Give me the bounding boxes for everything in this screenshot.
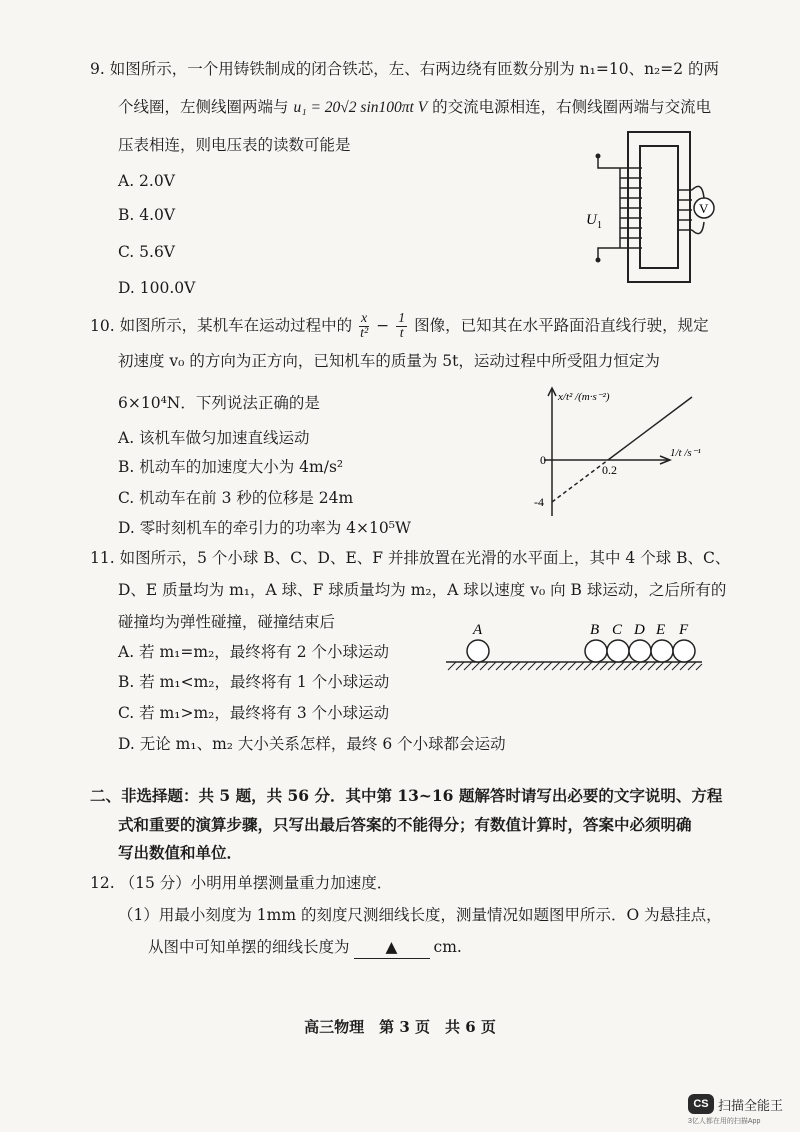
watermark-sub: 3亿人都在用的扫描App (688, 1118, 761, 1125)
terminal-top (596, 154, 601, 159)
q11-text: 如图所示，5 个小球 B、C、D、E、F 并排放置在光滑的水平面上，其中 4 个球 B、C、 (119, 549, 731, 567)
q12-sub2 (148, 936, 462, 959)
cs-badge: CS (688, 1094, 714, 1114)
q10-option-d: D. 零时刻机车的牵引力的功率为 4×10⁵W (118, 519, 411, 537)
q10-line3: 6×10⁴N．下列说法正确的是 (118, 394, 320, 412)
ball-f (673, 640, 695, 662)
watermark-name: 扫描全能王 (718, 1098, 784, 1113)
primary-coil (620, 168, 642, 248)
ball-a (467, 640, 489, 662)
transformer-figure (580, 128, 720, 288)
primary-lead-bottom (598, 248, 620, 260)
q9-line1 (90, 58, 719, 80)
q10-option-a: A. 该机车做匀加速直线运动 (118, 429, 310, 447)
ball-c (607, 640, 629, 662)
q9-line3: 压表相连，则电压表的读数可能是 (118, 136, 351, 154)
q9-line2 (118, 96, 711, 119)
x-axis-label: 1/t /s⁻¹ (670, 447, 701, 459)
ball-label-a: A (473, 622, 483, 638)
ball-label-b: B (590, 622, 600, 638)
q9-text-b: 的交流电源相连，右侧线圈两端与交流电 (427, 98, 712, 116)
q11-option-c: C. 若 m₁>m₂，最终将有 3 个小球运动 (118, 704, 390, 722)
q10-text-b: 图像，已知其在水平路面沿直线行驶，规定 (414, 316, 709, 335)
q11-line2: D、E 质量均为 m₁，A 球、F 球质量均为 m₂，A 球以速度 v₀ 向 B 球运动，之后所有的 (118, 581, 727, 599)
q11-line1 (90, 547, 730, 569)
q10-text-a: 如图所示，某机车在运动过程中的 (119, 316, 353, 335)
origin-label: 0 (540, 453, 546, 467)
q9-text-a: 个线圈，左侧线圈两端与 (118, 98, 294, 116)
q12-unit: cm. (433, 938, 462, 956)
q12-number: 12. (90, 874, 115, 892)
ball-e (651, 640, 673, 662)
q10-line1 (90, 312, 709, 341)
q11-line3: 碰撞均为弹性碰撞，碰撞结束后 (118, 613, 336, 631)
ball-label-d: D (634, 622, 645, 638)
x-tick-label: 0.2 (602, 463, 617, 477)
section2-line1: 二、非选择题：共 5 题，共 56 分．其中第 13~16 题解答时请写出必要的文字说明、方程 (90, 786, 723, 805)
frac2-den: t (399, 326, 404, 341)
q9-option-a: A. 2.0V (118, 172, 175, 190)
q11-option-a: A. 若 m₁=m₂，最终将有 2 个小球运动 (118, 643, 390, 661)
ball-label-e: E (656, 622, 666, 638)
q10-minus: − (376, 316, 390, 335)
q10-option-c: C. 机动车在前 3 秒的位移是 24m (118, 489, 354, 507)
q11-option-b: B. 若 m₁<m₂，最终将有 1 个小球运动 (118, 673, 390, 691)
u1-label: U (586, 212, 597, 228)
primary-lead-top (598, 156, 620, 168)
q10-line2: 初速度 v₀ 的方向为正方向，已知机车的质量为 5t，运动过程中所受阻力恒定为 (118, 352, 660, 370)
q9-option-b: B. 4.0V (118, 206, 176, 224)
ball-label-f: F (679, 622, 689, 638)
camscanner-watermark (688, 1092, 784, 1128)
ground-hatch (448, 662, 702, 670)
frac1-den: t² (360, 326, 369, 341)
q9-option-c: C. 5.6V (118, 243, 176, 261)
line-segment-dashed (552, 460, 608, 502)
section2-line3: 写出数值和单位． (118, 843, 243, 862)
frac2-num: 1 (398, 311, 406, 326)
voltmeter-label: V (699, 201, 709, 216)
blank-marker: ▲ (385, 938, 398, 956)
ball-b (585, 640, 607, 662)
terminal-bottom (596, 258, 601, 263)
ball-label-c: C (612, 622, 623, 638)
q12-head (90, 872, 392, 894)
q11-number: 11. (90, 549, 115, 567)
answer-blank[interactable] (354, 936, 430, 959)
frac1-num: x (361, 311, 368, 326)
q11-option-d: D. 无论 m₁、m₂ 大小关系怎样，最终 6 个小球都会运动 (118, 735, 506, 753)
q10-fraction-1-t (396, 312, 407, 341)
q10-number: 10. (90, 316, 115, 335)
core-outer (628, 132, 690, 282)
balls-figure (444, 620, 706, 682)
ball-d (629, 640, 651, 662)
q12-sub2-text: 从图中可知单摆的细线长度为 (148, 938, 350, 956)
q10-option-b: B. 机动车的加速度大小为 4m/s² (118, 458, 344, 476)
q12-head-text: （15 分）小明用单摆测量重力加速度． (119, 874, 393, 892)
section2-line2: 式和重要的演算步骤，只写出最后答案的不能得分；有数值计算时，答案中必须明确 (118, 815, 692, 834)
q10-chart (520, 384, 720, 524)
page-footer: 高三物理 第 3 页 共 6 页 (304, 1018, 496, 1036)
core-inner (640, 146, 678, 268)
q9-option-d: D. 100.0V (118, 279, 196, 297)
q12-sub1: （1）用最小刻度为 1mm 的刻度尺测细线长度，测量情况如题图甲所示．O 为悬挂点， (118, 906, 722, 924)
q10-fraction-x-t2 (359, 312, 369, 341)
y-axis-label: x/t² /(m·s⁻²) (558, 391, 610, 403)
q9-text: 如图所示，一个用铸铁制成的闭合铁芯，左、右两边绕有匝数分别为 n₁=10、n₂=2 的两 (109, 60, 720, 78)
y-tick-label: -4 (534, 495, 544, 509)
u1-subscript: 1 (597, 220, 602, 231)
q9-formula: u₁ = 20√2 sin100πt V (293, 99, 428, 116)
q9-number: 9. (90, 60, 105, 78)
